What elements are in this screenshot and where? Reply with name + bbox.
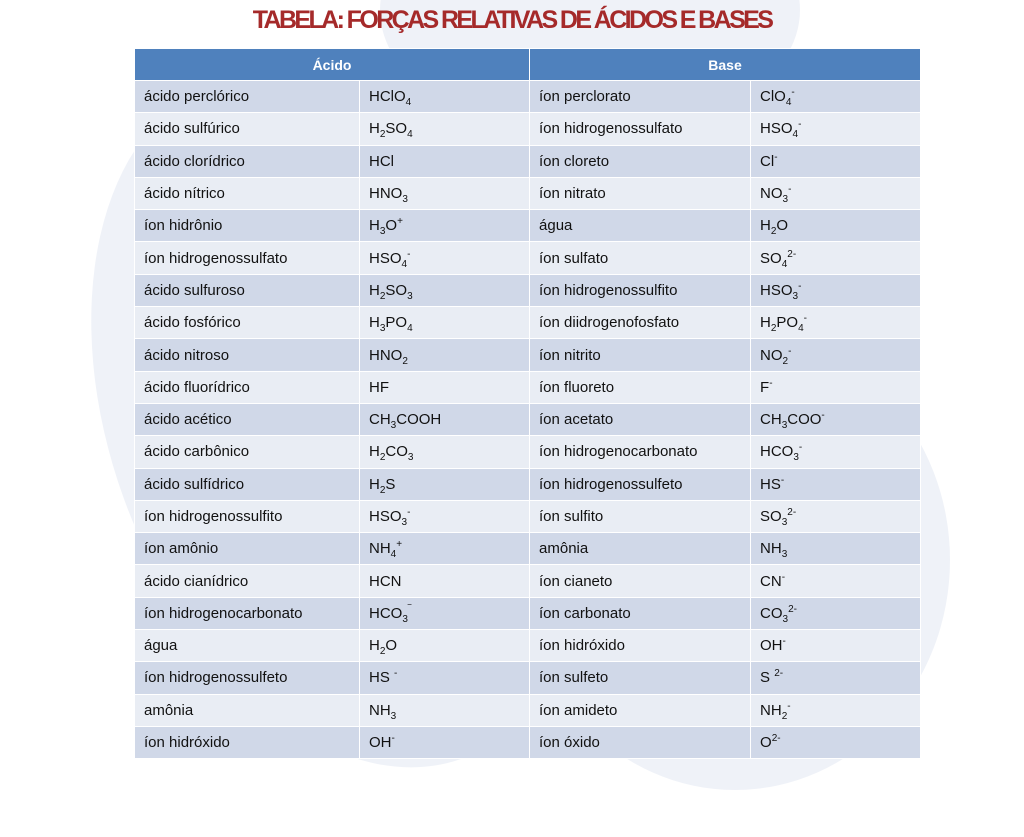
base-formula-cell bbox=[751, 307, 921, 339]
acid-formula-cell bbox=[360, 371, 530, 403]
formula-text: CO bbox=[760, 604, 783, 622]
formula-charge: - bbox=[391, 733, 395, 745]
acid-name-cell: íon hidrogenossulfeto bbox=[135, 662, 360, 694]
base-name-cell: amônia bbox=[530, 533, 751, 565]
table-row bbox=[135, 630, 921, 662]
base-formula-cell bbox=[751, 177, 921, 209]
formula-subscript: 2 bbox=[379, 646, 386, 658]
acid-name-cell: íon amônio bbox=[135, 533, 360, 565]
formula-subscript: 3 bbox=[792, 290, 799, 302]
acid-formula-cell bbox=[360, 436, 530, 468]
formula-charge: - bbox=[769, 377, 773, 389]
formula-subscript: 4 bbox=[407, 129, 413, 141]
formula-charge: 2- bbox=[788, 603, 797, 615]
formula-text: O bbox=[760, 734, 772, 752]
formula-text: CH bbox=[760, 411, 782, 429]
formula-subscript: 3 bbox=[781, 549, 788, 561]
formula-text: HCO bbox=[369, 604, 403, 622]
base-formula-cell bbox=[751, 565, 921, 597]
formula-subscript: 4 bbox=[401, 258, 408, 270]
formula-text: NH bbox=[369, 540, 391, 558]
acid-formula-cell bbox=[360, 81, 530, 113]
acid-formula-cell bbox=[360, 565, 530, 597]
formula-charge: - bbox=[788, 345, 792, 357]
acid-formula-cell bbox=[360, 662, 530, 694]
base-formula-cell bbox=[751, 403, 921, 435]
formula-text: H bbox=[369, 281, 380, 299]
formula-subscript: 4 bbox=[407, 323, 413, 335]
base-formula-cell bbox=[751, 371, 921, 403]
formula-charge: 2- bbox=[774, 668, 784, 680]
formula-subscript: 3 bbox=[402, 613, 408, 625]
base-name-cell: íon acetato bbox=[530, 403, 751, 435]
formula-text: H bbox=[369, 443, 380, 461]
formula-charge: - bbox=[407, 248, 411, 260]
formula-subscript: 3 bbox=[781, 420, 788, 432]
formula-text: H bbox=[369, 314, 380, 332]
formula-subscript: 4 bbox=[781, 258, 788, 270]
base-formula-cell bbox=[751, 694, 921, 726]
formula-text: PO bbox=[776, 314, 799, 332]
formula-charge: - bbox=[787, 700, 791, 712]
formula-text: SO bbox=[760, 508, 782, 525]
formula-text: CN bbox=[760, 572, 782, 590]
formula-subscript: 3 bbox=[782, 194, 789, 206]
formula-charge: 2- bbox=[771, 733, 781, 745]
acid-name-cell: ácido fosfórico bbox=[135, 307, 360, 339]
formula-charge: - bbox=[407, 507, 411, 518]
formula-text: NH bbox=[760, 540, 782, 558]
base-name-cell: íon hidróxido bbox=[530, 630, 751, 662]
base-formula-cell bbox=[751, 81, 921, 113]
base-name-cell: íon cianeto bbox=[530, 565, 751, 597]
acid-name-cell: ácido perclórico bbox=[135, 81, 360, 113]
acid-formula-cell bbox=[360, 177, 530, 209]
formula-subscript: 2 bbox=[402, 355, 408, 367]
base-name-cell: íon hidrogenocarbonato bbox=[530, 436, 751, 468]
formula-text: OH bbox=[760, 637, 783, 655]
formula-text: Cl bbox=[760, 152, 775, 170]
formula-subscript: 4 bbox=[792, 129, 799, 141]
formula-charge: - bbox=[394, 668, 398, 680]
formula-subscript: 2 bbox=[379, 452, 386, 464]
formula-subscript: 3 bbox=[407, 452, 414, 464]
acid-formula-cell bbox=[360, 307, 530, 339]
acid-name-cell: ácido acético bbox=[135, 403, 360, 435]
table-row bbox=[135, 468, 921, 500]
formula-subscript: 2 bbox=[379, 484, 386, 496]
formula-text: NH bbox=[760, 701, 782, 719]
acid-formula-cell bbox=[360, 694, 530, 726]
slide-title: TABELA: FORÇAS RELATIVAS DE ÁCIDOS E BASES bbox=[252, 6, 772, 34]
table-row bbox=[135, 565, 921, 597]
formula-charge: - bbox=[782, 636, 786, 648]
formula-text: NO bbox=[760, 185, 783, 203]
formula-charge: - bbox=[788, 184, 792, 196]
formula-subscript: 3 bbox=[407, 290, 413, 302]
acid-name-cell: ácido nitroso bbox=[135, 339, 360, 371]
acid-name-cell: ácido fluorídrico bbox=[135, 371, 360, 403]
acid-formula-cell bbox=[360, 403, 530, 435]
formula-subscript: 2 bbox=[782, 355, 789, 367]
formula-subscript: 2 bbox=[379, 129, 386, 141]
acid-formula-cell bbox=[360, 500, 530, 532]
formula-charge: - bbox=[798, 442, 803, 454]
formula-charge: + bbox=[397, 216, 403, 228]
formula-subscript: 2 bbox=[770, 226, 777, 238]
acid-formula-cell bbox=[360, 597, 530, 629]
formula-charge: - bbox=[780, 474, 785, 486]
formula-text: HSO bbox=[369, 249, 402, 267]
base-name-cell: íon sulfito bbox=[530, 500, 751, 532]
formula-subscript: 4 bbox=[405, 97, 412, 109]
formula-text: HCl bbox=[369, 152, 394, 170]
formula-charge: ‾ bbox=[407, 603, 412, 615]
formula-subscript: 3 bbox=[401, 517, 408, 528]
acid-name-cell: íon hidrogenocarbonato bbox=[135, 597, 360, 629]
table-row bbox=[135, 500, 921, 532]
formula-subscript: 3 bbox=[379, 226, 386, 238]
base-formula-cell bbox=[751, 500, 921, 532]
table-row bbox=[135, 436, 921, 468]
acid-name-cell: íon hidrônio bbox=[135, 210, 360, 242]
formula-text: HSO bbox=[760, 281, 793, 299]
table-row bbox=[135, 694, 921, 726]
acid-name-cell: ácido clorídrico bbox=[135, 145, 360, 177]
formula-text: O bbox=[776, 217, 789, 235]
formula-charge: - bbox=[798, 280, 802, 292]
formula-text: HSO bbox=[760, 120, 793, 138]
acid-column-header: Ácido bbox=[135, 49, 530, 81]
table-header-row bbox=[135, 49, 921, 81]
acid-formula-cell bbox=[360, 145, 530, 177]
formula-text: PO bbox=[385, 314, 408, 332]
acid-name-cell: ácido carbônico bbox=[135, 436, 360, 468]
formula-text: H bbox=[369, 475, 380, 493]
table-row bbox=[135, 210, 921, 242]
formula-subscript: 3 bbox=[782, 613, 789, 625]
formula-text: HCN bbox=[369, 572, 402, 590]
acid-name-cell: amônia bbox=[135, 694, 360, 726]
formula-text: NH bbox=[369, 701, 391, 719]
base-name-cell: íon perclorato bbox=[530, 81, 751, 113]
table-row bbox=[135, 339, 921, 371]
base-formula-cell bbox=[751, 662, 921, 694]
base-name-cell: água bbox=[530, 210, 751, 242]
formula-text: CH bbox=[369, 411, 391, 429]
formula-text: HSO bbox=[369, 508, 402, 525]
acid-name-cell: íon hidrogenossulfato bbox=[135, 242, 360, 274]
acid-name-cell: ácido sulfúrico bbox=[135, 113, 360, 145]
formula-text: O bbox=[385, 637, 398, 655]
table-body bbox=[135, 81, 921, 759]
formula-charge: - bbox=[774, 151, 778, 163]
formula-text: NO bbox=[760, 346, 783, 364]
formula-subscript: 3 bbox=[390, 710, 397, 722]
formula-text: OH bbox=[369, 734, 392, 752]
base-name-cell: íon cloreto bbox=[530, 145, 751, 177]
table-row bbox=[135, 113, 921, 145]
base-column-header: Base bbox=[530, 49, 921, 81]
table-row bbox=[135, 597, 921, 629]
formula-text: HS bbox=[369, 669, 395, 687]
acid-formula-cell bbox=[360, 113, 530, 145]
formula-charge: - bbox=[821, 410, 825, 422]
formula-subscript: 3 bbox=[390, 420, 397, 432]
base-formula-cell bbox=[751, 533, 921, 565]
table-row bbox=[135, 533, 921, 565]
table-row bbox=[135, 242, 921, 274]
base-name-cell: íon sulfeto bbox=[530, 662, 751, 694]
base-name-cell: íon diidrogenofosfato bbox=[530, 307, 751, 339]
base-name-cell: íon carbonato bbox=[530, 597, 751, 629]
formula-text: H bbox=[369, 120, 380, 138]
base-formula-cell bbox=[751, 468, 921, 500]
acid-formula-cell bbox=[360, 726, 530, 758]
base-name-cell: íon amideto bbox=[530, 694, 751, 726]
base-name-cell: íon hidrogenossulfito bbox=[530, 274, 751, 306]
table-row bbox=[135, 726, 921, 758]
base-formula-cell bbox=[751, 113, 921, 145]
base-formula-cell bbox=[751, 630, 921, 662]
acid-formula-cell bbox=[360, 468, 530, 500]
acid-name-cell: ácido sulfuroso bbox=[135, 274, 360, 306]
table-row bbox=[135, 145, 921, 177]
table-row bbox=[135, 307, 921, 339]
base-formula-cell bbox=[751, 242, 921, 274]
formula-text: O bbox=[385, 217, 398, 235]
acid-name-cell: ácido cianídrico bbox=[135, 565, 360, 597]
base-name-cell: íon sulfato bbox=[530, 242, 751, 274]
formula-subscript: 2 bbox=[770, 323, 777, 335]
formula-text: COOH bbox=[396, 411, 442, 429]
base-formula-cell bbox=[751, 339, 921, 371]
formula-text: HCO bbox=[760, 443, 794, 461]
base-name-cell: íon hidrogenossulfeto bbox=[530, 468, 751, 500]
acid-formula-cell bbox=[360, 533, 530, 565]
formula-text: H bbox=[369, 637, 380, 655]
base-name-cell: íon fluoreto bbox=[530, 371, 751, 403]
formula-charge: - bbox=[791, 87, 795, 99]
formula-text: HF bbox=[369, 378, 389, 396]
formula-subscript: 4 bbox=[798, 323, 804, 335]
base-formula-cell bbox=[751, 274, 921, 306]
base-formula-cell bbox=[751, 726, 921, 758]
formula-text: SO bbox=[760, 249, 782, 267]
base-formula-cell bbox=[751, 145, 921, 177]
base-name-cell: íon óxido bbox=[530, 726, 751, 758]
acid-formula-cell bbox=[360, 210, 530, 242]
formula-text: SO bbox=[385, 120, 408, 138]
formula-subscript: 2 bbox=[781, 710, 788, 722]
formula-text: HNO bbox=[369, 185, 403, 203]
formula-text: COO bbox=[787, 411, 822, 429]
formula-charge: 2- bbox=[787, 248, 797, 260]
formula-charge: - bbox=[803, 313, 808, 325]
formula-subscript: 3 bbox=[402, 194, 408, 206]
acid-formula-cell bbox=[360, 339, 530, 371]
acid-name-cell: íon hidróxido bbox=[135, 726, 360, 758]
formula-subscript: 2 bbox=[379, 290, 386, 302]
formula-text: S bbox=[385, 475, 396, 493]
formula-text: ClO bbox=[760, 88, 786, 106]
formula-text: HNO bbox=[369, 346, 403, 364]
acid-formula-cell bbox=[360, 242, 530, 274]
formula-subscript: 3 bbox=[793, 452, 799, 464]
acid-base-table bbox=[134, 48, 921, 759]
table-row bbox=[135, 662, 921, 694]
base-name-cell: íon nitrito bbox=[530, 339, 751, 371]
formula-charge: - bbox=[781, 571, 786, 583]
acid-name-cell: ácido nítrico bbox=[135, 177, 360, 209]
formula-text: CO bbox=[385, 443, 408, 461]
base-name-cell: íon hidrogenossulfato bbox=[530, 113, 751, 145]
table-row bbox=[135, 81, 921, 113]
table-row bbox=[135, 371, 921, 403]
table-row bbox=[135, 403, 921, 435]
formula-charge: + bbox=[396, 539, 403, 551]
table-row bbox=[135, 274, 921, 306]
base-name-cell: íon nitrato bbox=[530, 177, 751, 209]
formula-text: H bbox=[760, 217, 771, 235]
formula-subscript: 3 bbox=[781, 517, 788, 528]
base-formula-cell bbox=[751, 597, 921, 629]
formula-subscript: 4 bbox=[390, 549, 397, 561]
formula-text: SO bbox=[385, 281, 408, 299]
acid-formula-cell bbox=[360, 274, 530, 306]
acid-name-cell: ácido sulfídrico bbox=[135, 468, 360, 500]
formula-text: F bbox=[760, 378, 770, 396]
table-row bbox=[135, 177, 921, 209]
base-formula-cell bbox=[751, 436, 921, 468]
formula-subscript: 4 bbox=[785, 97, 792, 109]
base-formula-cell bbox=[751, 210, 921, 242]
formula-text: H bbox=[369, 217, 380, 235]
formula-text: H bbox=[760, 314, 771, 332]
acid-name-cell: água bbox=[135, 630, 360, 662]
formula-text: S bbox=[760, 669, 775, 687]
formula-charge: 2- bbox=[787, 507, 797, 518]
formula-text: HClO bbox=[369, 88, 406, 106]
formula-subscript: 3 bbox=[379, 323, 386, 335]
acid-formula-cell bbox=[360, 630, 530, 662]
acid-name-cell: íon hidrogenossulfito bbox=[135, 500, 360, 532]
formula-text: HS bbox=[760, 475, 781, 493]
formula-charge: - bbox=[798, 119, 802, 131]
